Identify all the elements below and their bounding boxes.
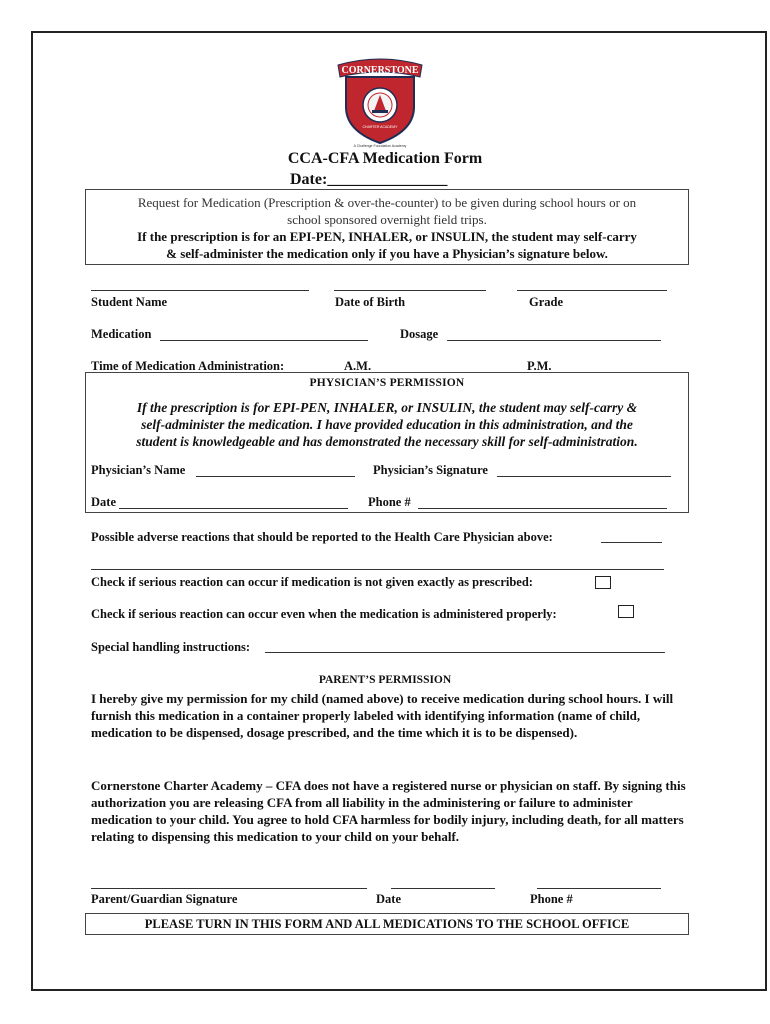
pm-label: P.M. xyxy=(527,359,552,373)
student-name-line[interactable] xyxy=(91,290,309,291)
special-handling-line[interactable] xyxy=(265,652,665,653)
physician-statement-1: If the prescription is for EPI-PEN, INHALER, or INSULIN, the student may self-carry & xyxy=(136,400,638,415)
grade-label: Grade xyxy=(529,295,564,309)
request-bold-2: & self-administer the medication only if you have a Physician’s signature below. xyxy=(166,246,608,261)
parent-phone-label: Phone # xyxy=(530,892,573,906)
check-administered-checkbox[interactable] xyxy=(618,605,634,618)
adverse-reactions-line-1[interactable] xyxy=(601,542,662,543)
check-not-given-label: Check if serious reaction can occur if medication is not given exactly as prescribed: xyxy=(91,575,533,589)
physician-signature-line[interactable] xyxy=(497,476,671,477)
cornerstone-logo xyxy=(336,55,424,150)
physician-statement xyxy=(86,399,688,450)
parent-signature-line[interactable] xyxy=(91,888,367,889)
student-name-label: Student Name xyxy=(91,295,168,309)
parent-date-line[interactable] xyxy=(391,888,495,889)
medication-label: Medication xyxy=(91,327,152,341)
adverse-reactions-label: Possible adverse reactions that should be reported to the Health Care Physician above: xyxy=(91,530,553,544)
logo-tagline-text: CHARTER ACADEMY xyxy=(362,125,398,129)
parent-phone-line[interactable] xyxy=(537,888,661,889)
dob-line[interactable] xyxy=(334,290,486,291)
physician-date-line[interactable] xyxy=(119,508,348,509)
parent-date-label: Date xyxy=(376,892,401,906)
parent-signature-label: Parent/Guardian Signature xyxy=(91,892,238,906)
physician-signature-label: Physician’s Signature xyxy=(373,463,488,477)
physician-date-label: Date xyxy=(91,495,116,509)
check-not-given-checkbox[interactable] xyxy=(595,576,611,589)
parent-paragraph-1: I hereby give my permission for my child (named above) to receive medication during school hours. I will furnish this medication in a container properly labeled with identifying information (name of child, medication to be dispensed, dosage prescribed, and the time which it is to be dispensed). xyxy=(91,691,674,740)
footer-notice: PLEASE TURN IN THIS FORM AND ALL MEDICATIONS TO THE SCHOOL OFFICE xyxy=(85,913,689,935)
request-line-1: Request for Medication (Prescription & over-the-counter) to be given during school hours or on xyxy=(137,195,637,210)
logo-name-text: CORNERSTONE xyxy=(341,65,419,76)
dob-label: Date of Birth xyxy=(335,295,406,309)
physician-phone-line[interactable] xyxy=(418,508,667,509)
parent-heading: PARENT’S PERMISSION xyxy=(318,674,452,686)
physician-name-label: Physician’s Name xyxy=(91,463,186,477)
physician-statement-3: student is knowledgeable and has demonstrated the necessary skill for self-administration. xyxy=(136,434,638,449)
physician-name-line[interactable] xyxy=(196,476,355,477)
physician-permission-box xyxy=(85,372,689,513)
request-info-box xyxy=(85,189,689,265)
parent-paragraph-2: Cornerstone Charter Academy – CFA does not have a registered nurse or physician on staff. By signing this authorization you are releasing CFA from all liability in the administering or failure to administer medication to your child. You agree to hold CFA harmless for bodily injury, including death, for all matters relating to dispensing this medication to your child on your behalf. xyxy=(91,778,686,844)
request-bold-1: If the prescription is for an EPI-PEN, INHALER, or INSULIN, the student may self-carry xyxy=(137,229,637,244)
physician-phone-label: Phone # xyxy=(368,495,411,509)
special-handling-label: Special handling instructions: xyxy=(91,640,251,654)
request-line-2: school sponsored overnight field trips. xyxy=(287,212,487,227)
medication-line[interactable] xyxy=(160,340,368,341)
am-label: A.M. xyxy=(344,359,372,373)
physician-heading: PHYSICIAN’S PERMISSION xyxy=(309,377,465,389)
logo-caption-text: A Challenge Foundation Academy xyxy=(353,144,407,148)
adverse-reactions-line-2[interactable] xyxy=(91,569,664,570)
time-label: Time of Medication Administration: xyxy=(91,359,285,373)
grade-line[interactable] xyxy=(517,290,667,291)
form-date-field[interactable]: Date:_______________ xyxy=(290,171,448,188)
dosage-line[interactable] xyxy=(447,340,661,341)
dosage-label: Dosage xyxy=(400,327,439,341)
form-title: CCA-CFA Medication Form xyxy=(287,150,483,167)
physician-statement-2: self-administer the medication. I have provided education in this administration, and the xyxy=(141,417,633,432)
check-administered-label: Check if serious reaction can occur even when the medication is administered properly: xyxy=(91,607,557,621)
